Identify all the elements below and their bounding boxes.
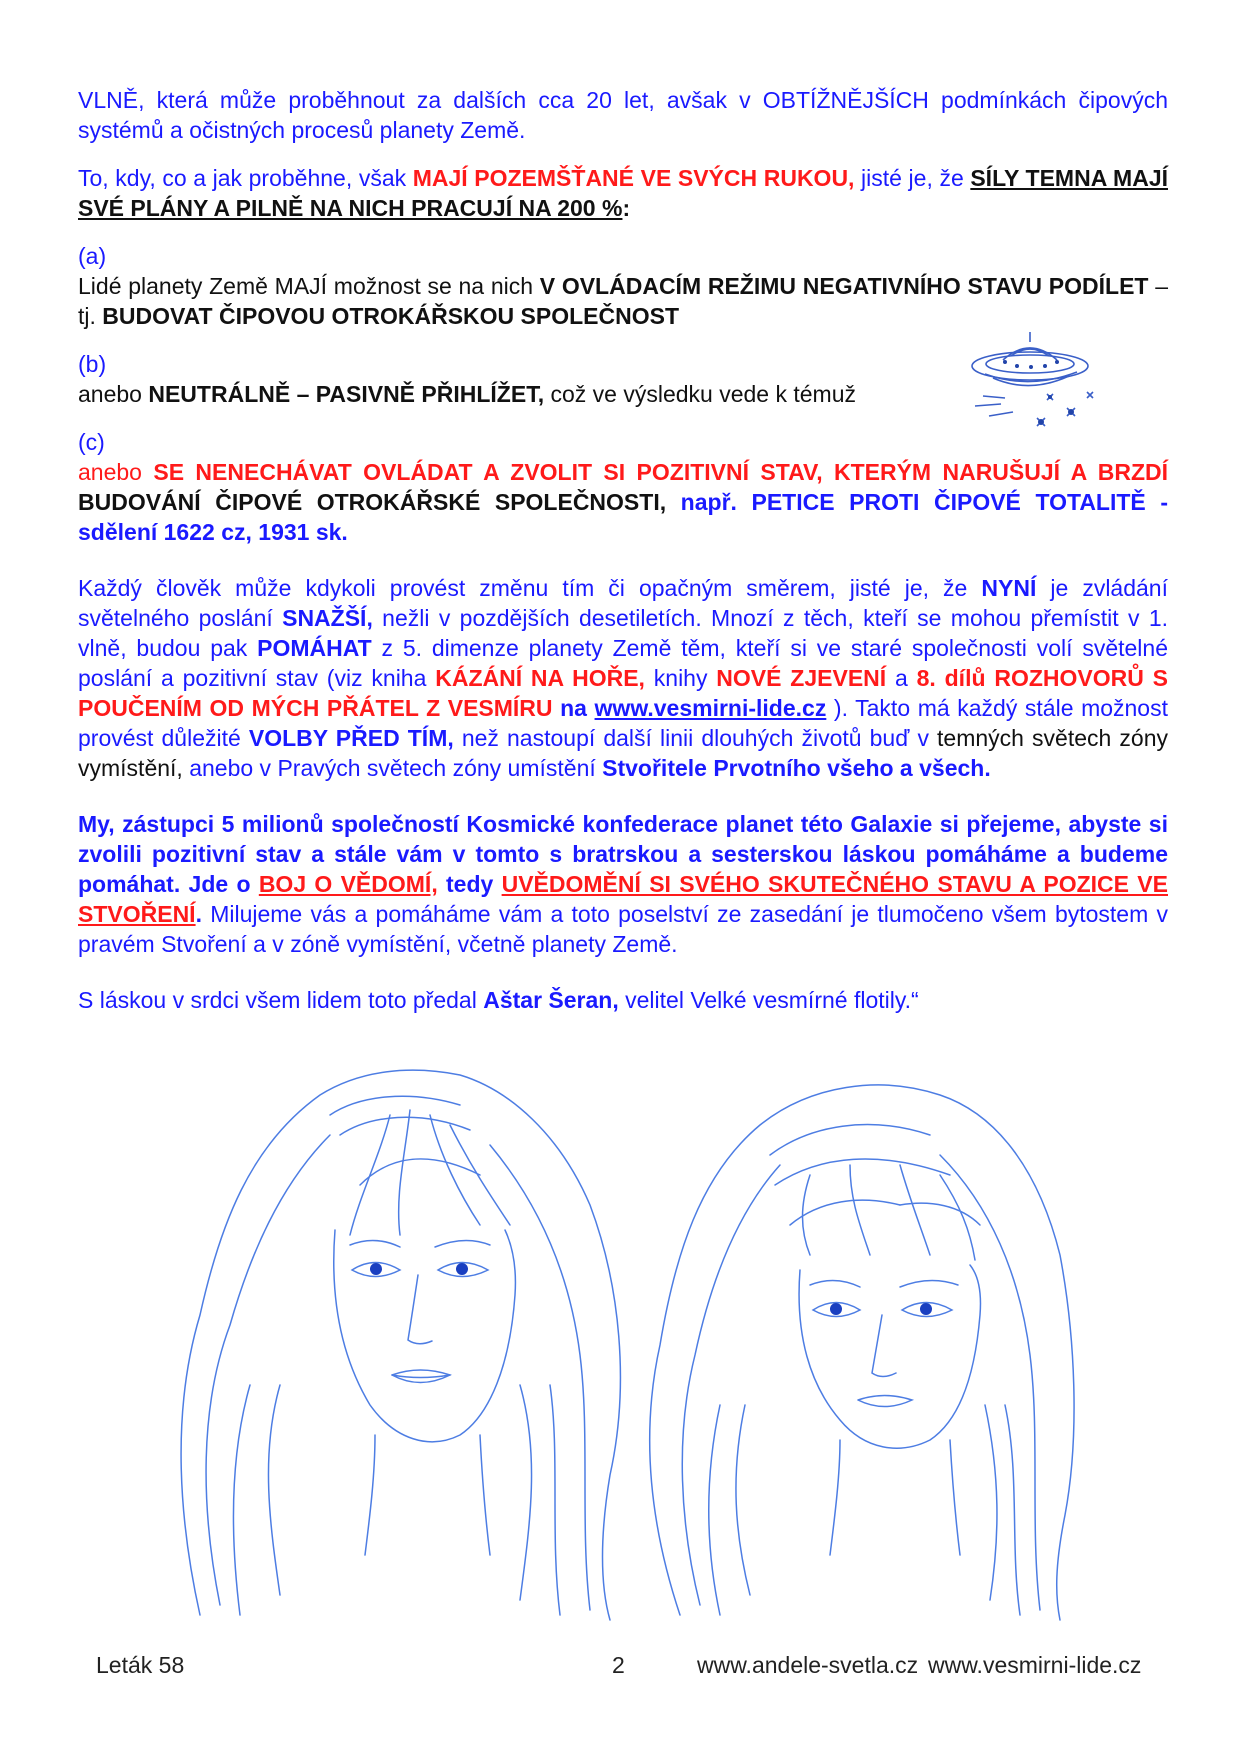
text-run: 8. dílů ROZHOVORŮ S POUČENÍM OD MÝCH PŘÁTEL Z VESMÍRU bbox=[78, 665, 1168, 721]
text-run: My, zástupci 5 milionů společností Kosmické konfederace planet této Galaxie si přejeme, abyste si zvolili pozitivní stav a stále vám v tomto s bratrskou a sesterskou láskou pomáháme a budeme pomáhat. Jde o bbox=[78, 811, 1168, 897]
text-run: BOJ O VĚDOMÍ, bbox=[258, 871, 438, 897]
text-run: To, kdy, co a jak proběhne, však bbox=[78, 165, 413, 191]
footer-leaflet-number: Leták 58 bbox=[96, 1652, 185, 1678]
text-run: je zvládání světelného poslání bbox=[78, 575, 1168, 631]
paragraph-1 bbox=[78, 85, 1168, 145]
text-run: než nastoupí další linii dlouhých životů buď v bbox=[453, 725, 938, 751]
text-run: SNAŽŠÍ, bbox=[282, 605, 373, 631]
paragraph-2 bbox=[78, 163, 1168, 223]
text-run: UVĚDOMĚNÍ SI SVÉHO SKUTEČNÉHO STAVU A POZICE VE STVOŘENÍ bbox=[78, 871, 1168, 927]
text-run: Lidé planety Země MAJÍ možnost se na nich bbox=[78, 273, 540, 299]
paragraph-3 bbox=[78, 573, 1168, 783]
text-run: VLNĚ, která může proběhnout za dalších cca 20 let, avšak v OBTÍŽNĚJŠÍCH podmínkách čipových systémů a očistných procesů planety Země. bbox=[78, 87, 1168, 143]
option-a-text bbox=[78, 271, 1168, 331]
text-run: velitel Velké vesmírné flotily.“ bbox=[618, 987, 919, 1013]
two-female-portraits-drawing bbox=[160, 1055, 1120, 1625]
page-footer bbox=[0, 1650, 1240, 1680]
text-run: V OVLÁDACÍM REŽIMU NEGATIVNÍHO STAVU PODÍLET bbox=[539, 273, 1149, 299]
signature-paragraph bbox=[78, 985, 1168, 1015]
text-run: anebo bbox=[78, 459, 154, 485]
footer-link-andele-svetla[interactable]: www.andele-svetla.cz bbox=[697, 1652, 919, 1678]
footer-link-vesmirni-lide[interactable]: www.vesmirni-lide.cz bbox=[928, 1652, 1142, 1678]
text-run: např. PETICE PROTI ČIPOVÉ TOTALITĚ - sdělení 1622 cz, 1931 sk. bbox=[78, 489, 1168, 545]
text-run: NOVÉ ZJEVENÍ bbox=[716, 665, 887, 691]
text-run: což ve výsledku vede k témuž bbox=[544, 381, 857, 407]
option-a-label: (a) bbox=[78, 243, 107, 269]
option-c-text bbox=[78, 457, 1168, 547]
text-run: SÍLY TEMNA MAJÍ SVÉ PLÁNY A PILNĚ NA NICH PRACUJÍ NA 200 % bbox=[78, 165, 1169, 221]
text-run[interactable]: www.vesmirni-lide.cz bbox=[594, 695, 827, 721]
text-run: nežli v pozdějších desetiletích. Mnozí z těch, kteří se mohou přemístit v 1. vlně, budou pak bbox=[78, 605, 1168, 661]
text-run: SE NENECHÁVAT OVLÁDAT A ZVOLIT SI POZITIVNÍ STAV, KTERÝM NARUŠUJÍ A BRZDÍ bbox=[153, 459, 1168, 485]
text-run: : bbox=[622, 195, 631, 221]
text-run: a bbox=[886, 665, 917, 691]
text-run: z 5. dimenze planety Země těm, kteří si ve staré společnosti volí světelné poslání a pozitivní stav (viz kniha bbox=[78, 635, 1169, 691]
text-run: Milujeme vás a pomáháme vám a toto poselství ze zasedání je tlumočeno všem bytostem v pravém Stvoření a v zóně vymístění, včetně planety Země. bbox=[78, 901, 1168, 957]
text-run: VOLBY PŘED TÍM, bbox=[248, 725, 454, 751]
text-run: anebo v Pravých světech zóny umístění bbox=[182, 755, 603, 781]
text-run: NYNÍ bbox=[981, 575, 1037, 601]
text-run: . bbox=[195, 901, 202, 927]
text-run: Každý člověk může kdykoli provést změnu tím či opačným směrem, jisté je, že bbox=[78, 575, 982, 601]
footer-page-number: 2 bbox=[612, 1652, 625, 1678]
text-run: S láskou v srdci všem lidem toto předal bbox=[78, 987, 484, 1013]
paragraph-4 bbox=[78, 809, 1168, 959]
text-run: – tj. bbox=[78, 273, 1168, 329]
text-run: na bbox=[552, 695, 595, 721]
text-run: POMÁHAT bbox=[257, 635, 372, 661]
option-c-label: (c) bbox=[78, 429, 105, 455]
document-body bbox=[78, 85, 1168, 1033]
text-run: ). Takto má každý stále možnost provést důležité bbox=[78, 695, 1168, 751]
text-run: tedy bbox=[437, 871, 502, 897]
text-run: NEUTRÁLNĚ – PASIVNĚ PŘIHLÍŽET, bbox=[148, 381, 545, 407]
text-run: knihy bbox=[644, 665, 717, 691]
option-b-label: (b) bbox=[78, 351, 107, 377]
text-run: BUDOVÁNÍ ČIPOVÉ OTROKÁŘSKÉ SPOLEČNOSTI, bbox=[78, 489, 667, 515]
text-run: jisté je, že bbox=[854, 165, 971, 191]
text-run: anebo bbox=[78, 381, 149, 407]
ufo-sketch-icon bbox=[965, 328, 1105, 438]
text-run: KÁZÁNÍ NA HOŘE, bbox=[435, 665, 645, 691]
text-run: BUDOVAT ČIPOVOU OTROKÁŘSKOU SPOLEČNOST bbox=[102, 303, 680, 329]
text-run: Stvořitele Prvotního všeho a všech. bbox=[602, 755, 991, 781]
text-run: Aštar Šeran, bbox=[483, 987, 619, 1013]
text-run: temných světech zóny vymístění, bbox=[78, 725, 1168, 781]
text-run: MAJÍ POZEMŠŤANÉ VE SVÝCH RUKOU, bbox=[412, 165, 855, 191]
